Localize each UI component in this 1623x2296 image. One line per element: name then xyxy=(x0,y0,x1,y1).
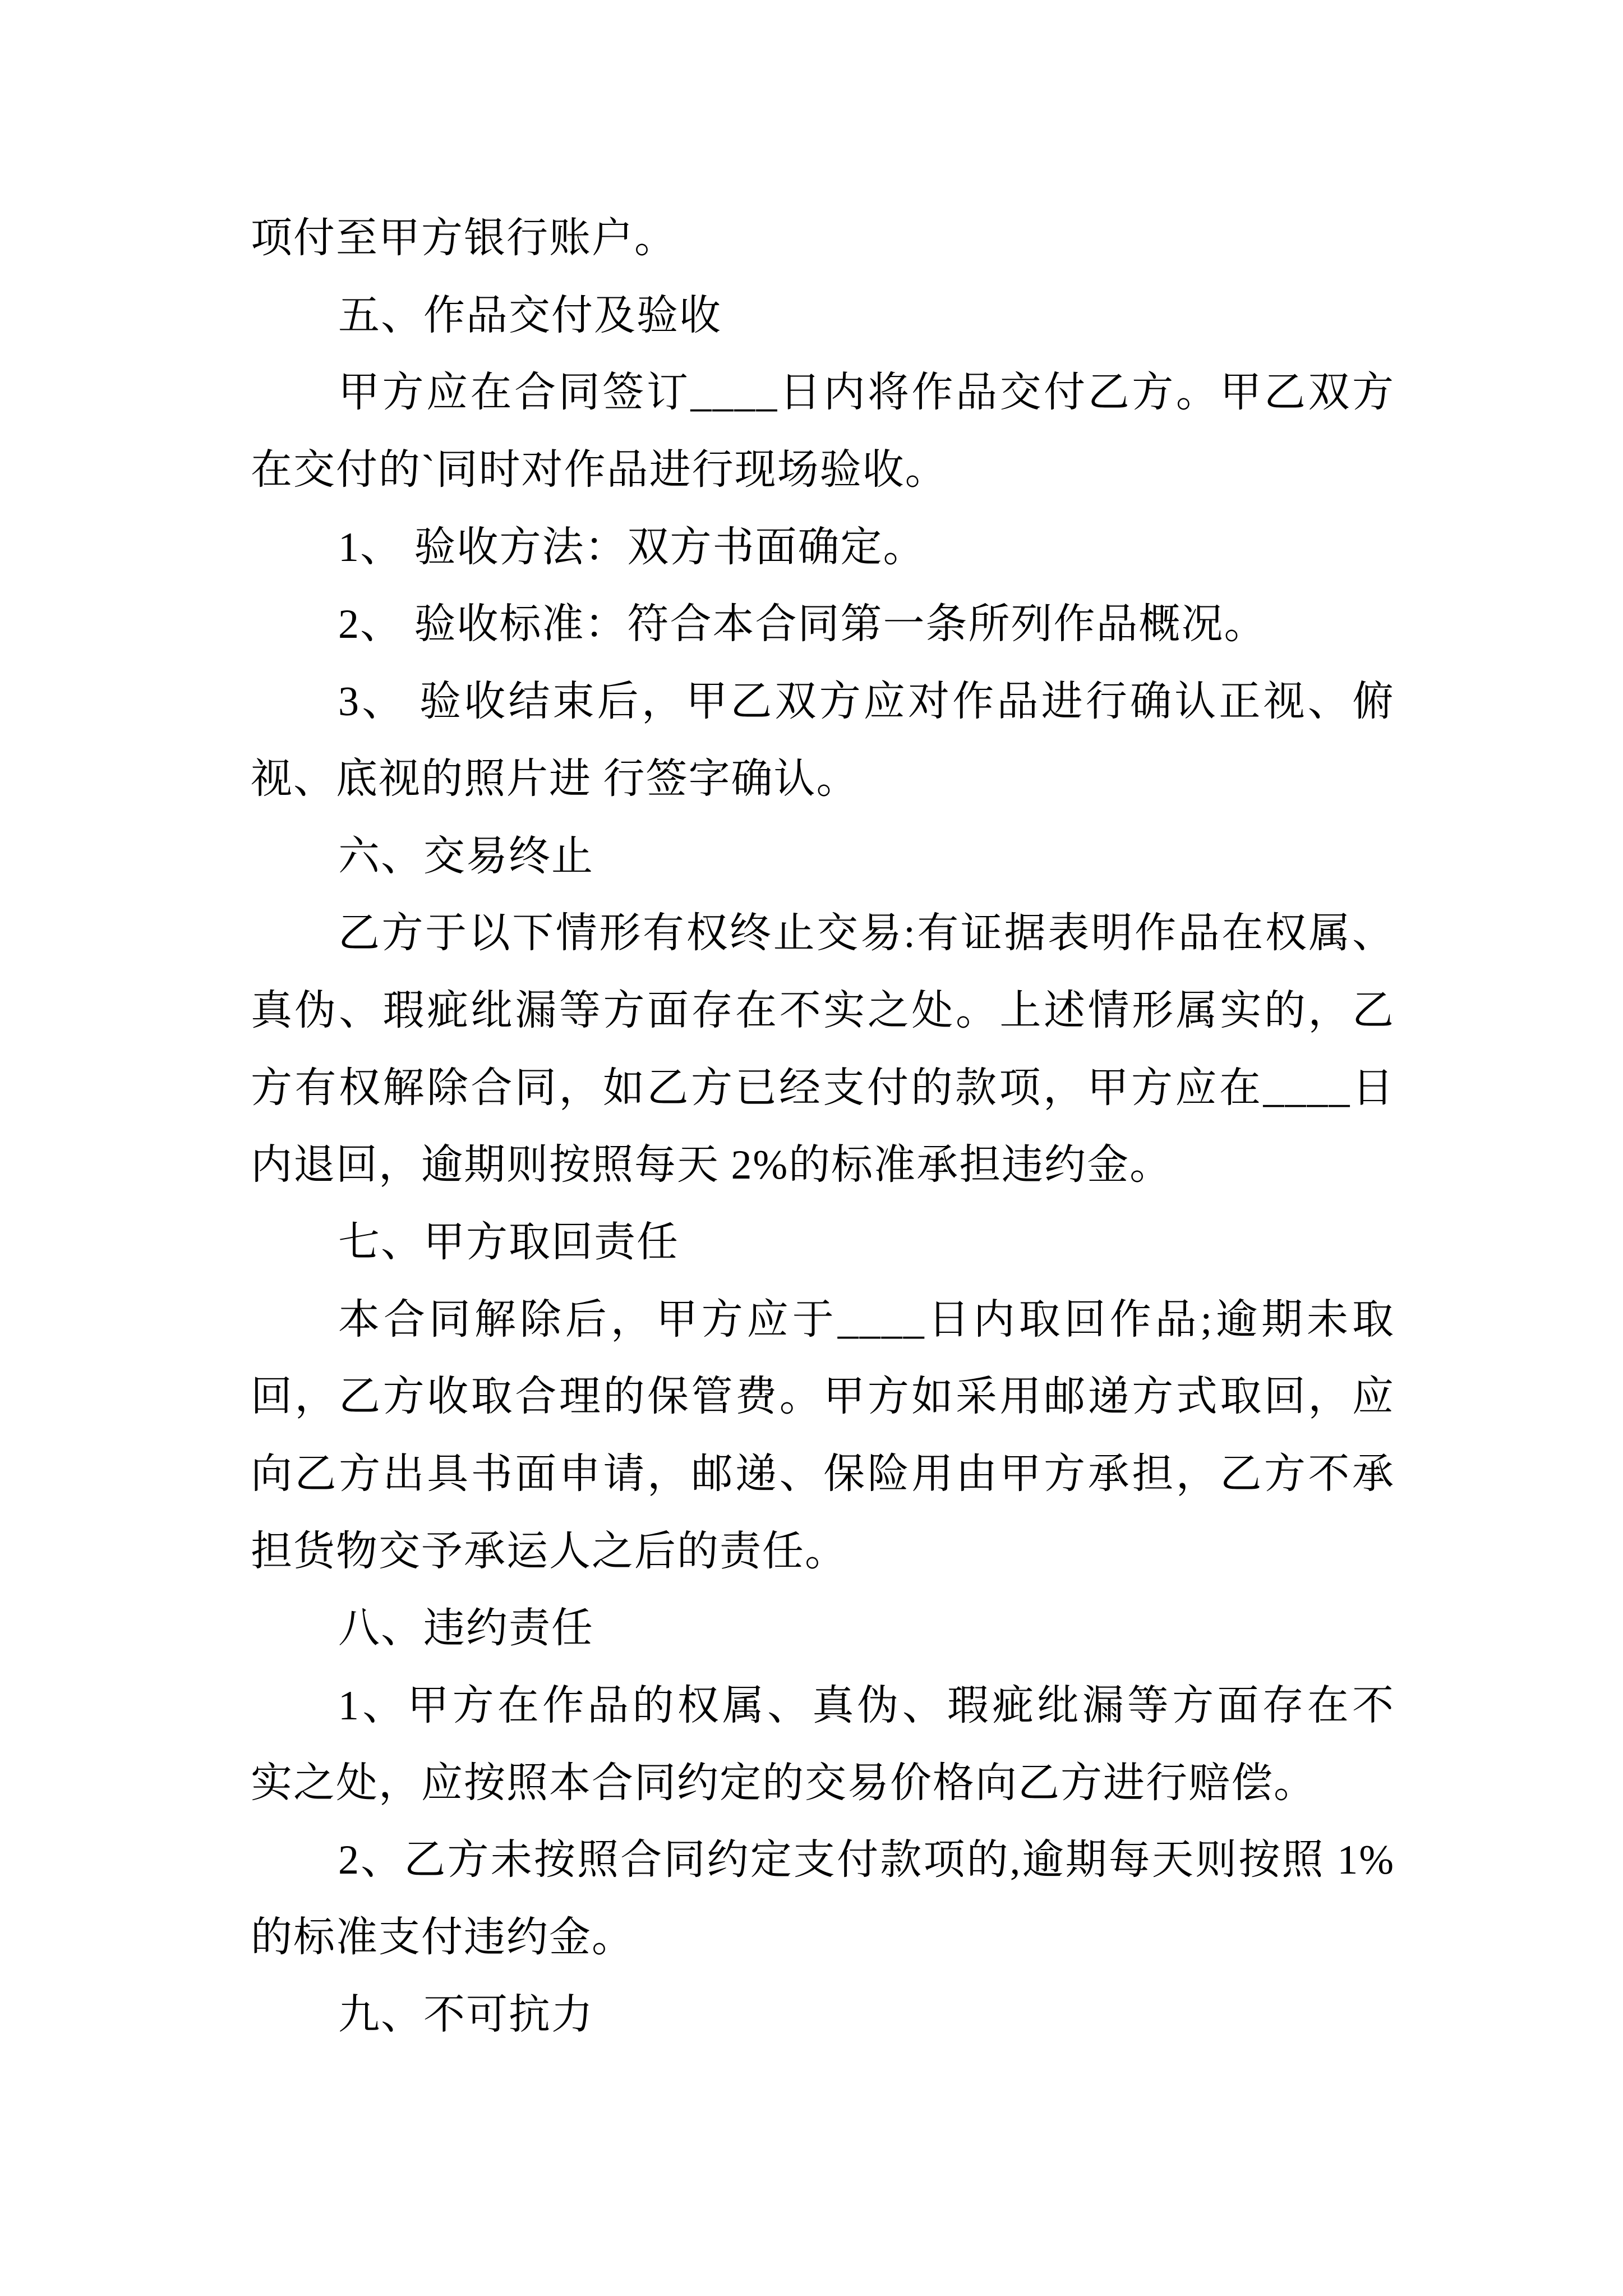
document-body xyxy=(251,200,1395,2054)
section-heading: 六、交易终止 xyxy=(338,833,594,880)
paragraph-line: 担货物交予承运人之后的责任。 xyxy=(251,1528,847,1575)
paragraph-line: 的标准支付违约金。 xyxy=(251,1915,634,1961)
paragraph-line: 内退回，逾期则按照每天 2%的标准承担违约金。 xyxy=(251,1142,1173,1189)
section-heading: 八、违约责任 xyxy=(338,1605,594,1652)
paragraph xyxy=(251,1282,1395,1591)
paragraph-line: 本合同解除后，甲方应于____日内取回作品;逾期未取 xyxy=(338,1296,1395,1343)
paragraph xyxy=(251,586,1395,664)
paragraph xyxy=(251,1822,1395,1976)
section-heading: 五、作品交付及验收 xyxy=(338,292,722,339)
paragraph-line: 真伪、瑕疵纰漏等方面存在不实之处。上述情形属实的，乙 xyxy=(251,987,1395,1034)
paragraph-line: 方有权解除合同，如乙方已经支付的款项，甲方应在____日 xyxy=(251,1065,1395,1111)
paragraph-line: 回，乙方收取合理的保管费。甲方如采用邮递方式取回，应 xyxy=(251,1374,1395,1420)
section xyxy=(251,1977,1395,2054)
paragraph-line: 视、底视的照片进 行签字确认。 xyxy=(251,756,859,802)
paragraph xyxy=(251,895,1395,1204)
paragraph-line: 实之处，应按照本合同约定的交易价格向乙方进行赔偿。 xyxy=(251,1760,1316,1806)
section-heading: 九、不可抗力 xyxy=(338,1991,594,2038)
paragraph-line: 3、 验收结束后，甲乙双方应对作品进行确认正视、俯 xyxy=(338,679,1395,725)
section xyxy=(251,818,1395,1204)
section xyxy=(251,1204,1395,1590)
paragraph xyxy=(251,1668,1395,1822)
section-heading: 七、甲方取回责任 xyxy=(338,1219,679,1266)
paragraph xyxy=(251,355,1395,509)
paragraph-line: 乙方于以下情形有权终止交易:有证据表明作品在权属、 xyxy=(338,910,1395,957)
paragraph-line: 在交付的`同时对作品进行现场验收。 xyxy=(251,447,948,494)
section xyxy=(251,278,1395,818)
paragraph-line: 2、 验收标准：符合本合同第一条所列作品概况。 xyxy=(338,601,1267,648)
paragraph-line: 向乙方出具书面申请，邮递、保险用由甲方承担，乙方不承 xyxy=(251,1451,1395,1497)
paragraph xyxy=(251,664,1395,818)
paragraph xyxy=(251,509,1395,587)
paragraph-line: 甲方应在合同签订____日内将作品交付乙方。甲乙双方 xyxy=(338,370,1395,416)
paragraph-line: 2、乙方未按照合同约定支付款项的,逾期每天则按照 1% xyxy=(338,1837,1395,1884)
continuation-line: 项付至甲方银行账户。 xyxy=(251,215,677,261)
section xyxy=(251,1590,1395,1976)
paragraph-line: 1、甲方在作品的权属、真伪、瑕疵纰漏等方面存在不 xyxy=(338,1683,1395,1729)
paragraph-line: 1、 验收方法：双方书面确定。 xyxy=(338,524,926,570)
